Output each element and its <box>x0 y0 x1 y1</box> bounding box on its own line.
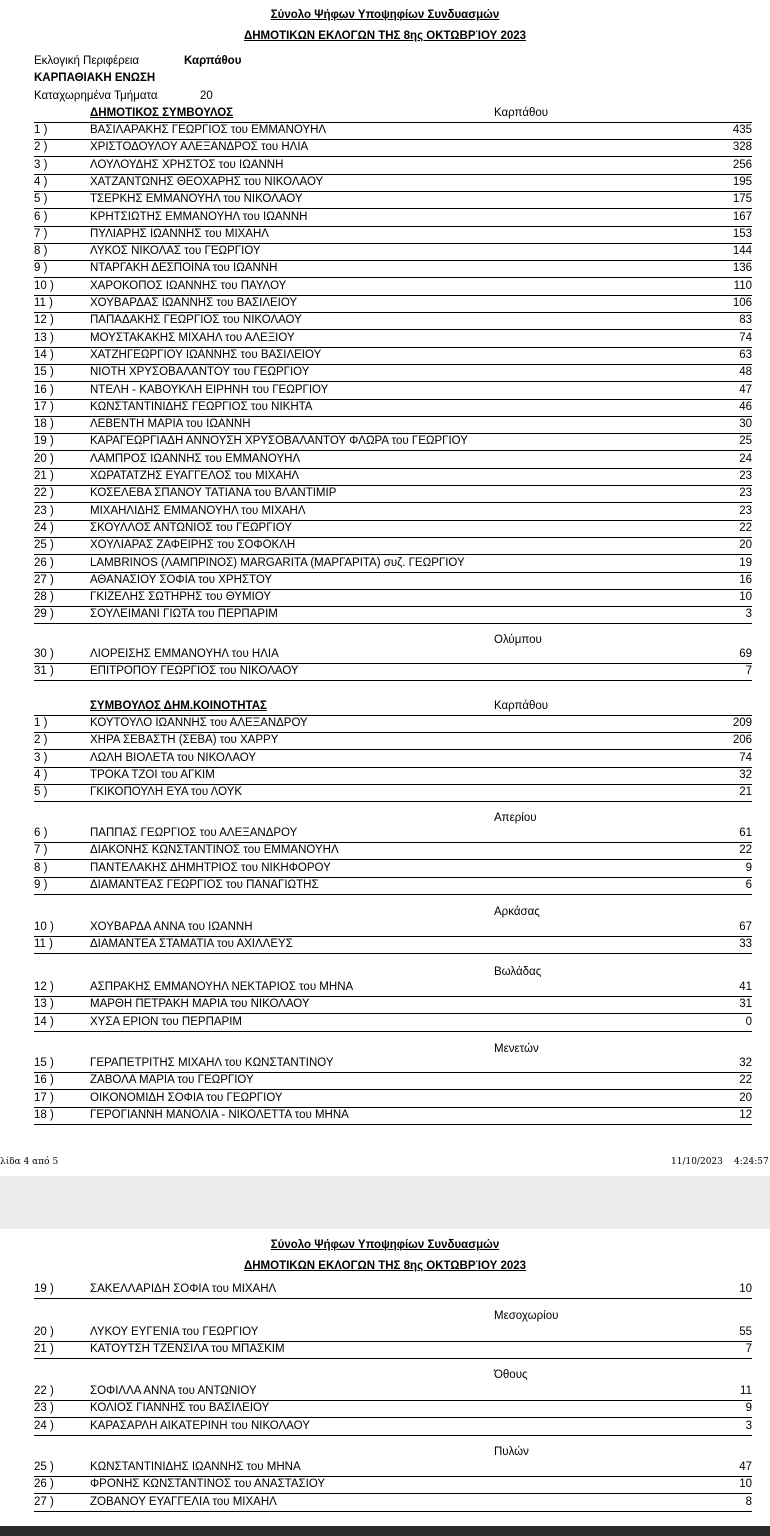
vote-count: 9 <box>745 861 752 874</box>
candidate-name: ΚΟΣΕΛΕΒΑ ΣΠΑΝΟΥ ΤΑΤΙΑΝΑ του ΒΛΑΝΤΙΜΙΡ <box>90 487 337 500</box>
table-row <box>34 664 752 681</box>
page-gap <box>0 1176 770 1229</box>
vote-count: 55 <box>739 1326 752 1338</box>
row-number: 6 ) <box>34 827 48 839</box>
vote-count: 256 <box>732 158 752 171</box>
table-row <box>34 365 752 382</box>
table-row <box>34 1495 752 1512</box>
table-row <box>34 1401 752 1418</box>
vote-count: 22 <box>739 1074 752 1087</box>
vote-count: 3 <box>745 1419 752 1432</box>
row-number: 30 ) <box>34 648 54 660</box>
row-number: 15 ) <box>34 1057 54 1069</box>
vote-count: 209 <box>732 717 752 729</box>
vote-count: 69 <box>739 648 752 660</box>
table-row <box>34 486 752 503</box>
doc-title: Σύνολο Ψήφων Υποψηφίων Συνδυασμών <box>270 9 500 21</box>
table-row <box>34 210 752 227</box>
row-number: 12 ) <box>34 981 54 993</box>
row-number: 9 ) <box>34 262 48 275</box>
table-row <box>34 1342 752 1359</box>
candidate-name: ΣΑΚΕΛΛΑΡΙΔΗ ΣΟΦΙΑ του ΜΙΧΑΗΛ <box>90 1283 277 1295</box>
vote-count: 21 <box>739 786 752 799</box>
candidate-name: ΠΑΠΑΔΑΚΗΣ ΓΕΩΡΓΙΟΣ του ΝΙΚΟΛΑΟΥ <box>90 314 302 327</box>
row-number: 24 ) <box>34 521 54 534</box>
row-number: 5 ) <box>34 786 48 799</box>
doc-title-page2: Σύνολο Ψήφων Υποψηφίων Συνδυασμών <box>270 1239 500 1251</box>
vote-count: 31 <box>739 998 752 1011</box>
bottom-edge <box>0 1526 770 1536</box>
vote-count: 0 <box>745 1015 752 1028</box>
location-mesochori: Μεσοχωρίου <box>494 1310 559 1322</box>
location-aperi: Απερίου <box>494 812 537 824</box>
candidate-name: ΛΟΥΛΟΥΔΗΣ ΧΡΗΣΤΟΣ του ΙΩΑΝΝΗ <box>90 158 284 171</box>
candidate-name: ΔΙΑΜΑΝΤΕΑΣ ΓΕΩΡΓΙΟΣ του ΠΑΝΑΓΙΩΤΗΣ <box>90 878 319 891</box>
table-row <box>34 843 752 860</box>
row-number: 14 ) <box>34 1015 54 1028</box>
candidate-name: ΓΕΡΟΓΙΑΝΝΗ ΜΑΝΟΛΙΑ - ΝΙΚΟΛΕΤΤΑ του ΜΗΝΑ <box>90 1108 349 1121</box>
candidate-name: ΤΡΟΚΑ ΤΖΟΙ του ΑΓΚΙΜ <box>90 768 215 781</box>
candidate-name: ΔΙΑΚΟΝΗΣ ΚΩΝΣΤΑΝΤΙΝΟΣ του ΕΜΜΑΝΟΥΗΛ <box>90 844 339 857</box>
row-number: 12 ) <box>34 314 54 327</box>
location-menetes: Μενετών <box>494 1043 539 1055</box>
candidate-name: ΚΑΡΑΣΑΡΛΗ ΑΙΚΑΤΕΡΙΝΗ του ΝΙΚΟΛΑΟΥ <box>90 1419 310 1432</box>
candidate-name: ΤΣΕΡΚΗΣ ΕΜΜΑΝΟΥΗΛ του ΝΙΚΟΛΑΟΥ <box>90 193 303 206</box>
vote-count: 7 <box>745 665 752 678</box>
vote-count: 175 <box>732 193 752 206</box>
row-number: 22 ) <box>34 1385 54 1397</box>
vote-count: 48 <box>739 366 752 379</box>
community-header-location: Καρπάθου <box>494 700 549 712</box>
vote-count: 33 <box>739 938 752 951</box>
table-row <box>34 980 752 997</box>
candidate-name: ΛΥΚΟΥ ΕΥΓΕΝΙΑ του ΓΕΩΡΓΙΟΥ <box>90 1326 259 1338</box>
vote-count: 435 <box>732 124 752 136</box>
candidate-name: ΛΩΛΗ ΒΙΟΛΕΤΑ του ΝΙΚΟΛΑΟΥ <box>90 751 256 764</box>
location-pyles: Πυλών <box>494 1446 529 1458</box>
table-row <box>34 123 752 140</box>
table-row <box>34 244 752 261</box>
row-number: 23 ) <box>34 1402 54 1415</box>
location-arkasa: Αρκάσας <box>494 906 540 918</box>
table-row <box>34 313 752 330</box>
table-row <box>34 383 752 400</box>
region-label: Εκλογική Περιφέρεια <box>34 55 140 67</box>
vote-count: 7 <box>745 1343 752 1356</box>
row-number: 1 ) <box>34 124 48 136</box>
table-row <box>34 192 752 209</box>
row-number: 21 ) <box>34 1343 54 1356</box>
table-row <box>34 768 752 785</box>
vote-count: 25 <box>739 435 752 448</box>
table-row <box>34 647 752 664</box>
vote-count: 6 <box>745 878 752 891</box>
vote-count: 9 <box>745 1402 752 1415</box>
vote-count: 106 <box>732 297 752 309</box>
table-row <box>34 878 752 895</box>
candidate-name: ΚΡΗΤΣΙΩΤΗΣ ΕΜΜΑΝΟΥΗΛ του ΙΩΑΝΝΗ <box>90 210 308 223</box>
candidate-name: ΛΙΟΡΕΙΣΗΣ ΕΜΜΑΝΟΥΗΛ του ΗΛΙΑ <box>90 648 279 660</box>
page-footer-number: λίδα 4 από 5 <box>0 1157 59 1167</box>
row-number: 25 ) <box>34 1461 54 1473</box>
table-row <box>34 1282 752 1299</box>
row-number: 4 ) <box>34 175 48 188</box>
vote-count: 136 <box>732 262 752 275</box>
vote-count: 10 <box>739 591 752 604</box>
vote-count: 23 <box>739 470 752 482</box>
row-number: 27 ) <box>34 1495 54 1508</box>
candidate-name: ΓΚΙΚΟΠΟΥΛΗ ΕΥΑ του ΛΟΥΚ <box>90 786 243 799</box>
table-row <box>34 1477 752 1494</box>
vote-count: 83 <box>739 314 752 327</box>
location-olympos: Ολύμπου <box>494 634 542 646</box>
table-row <box>34 1015 752 1032</box>
region-value: Καρπάθου <box>184 55 242 67</box>
table-row <box>34 1460 752 1477</box>
table-row <box>34 861 752 878</box>
candidate-name: LAMBRINOS (ΛΑΜΠΡΙΝΟΣ) MARGARITA (ΜΑΡΓΑΡΙΤΑ) συζ. ΓΕΩΡΓΙΟΥ <box>90 556 465 569</box>
candidate-name: ΖΑΒΟΛΑ ΜΑΡΙΑ του ΓΕΩΡΓΙΟΥ <box>90 1074 254 1087</box>
vote-count: 23 <box>739 487 752 500</box>
row-number: 10 ) <box>34 279 54 292</box>
sections-value: 20 <box>200 90 213 102</box>
row-number: 19 ) <box>34 1283 54 1295</box>
candidate-name: ΧΗΡΑ ΣΕΒΑΣΤΗ (ΣΕΒΑ) του ΧΑΡΡΥ <box>90 734 279 747</box>
vote-count: 22 <box>739 521 752 534</box>
vote-count: 153 <box>732 227 752 240</box>
vote-count: 3 <box>745 608 752 621</box>
row-number: 22 ) <box>34 487 54 500</box>
candidate-name: ΚΩΝΣΤΑΝΤΙΝΙΔΗΣ ΙΩΑΝΝΗΣ του ΜΗΝΑ <box>90 1461 301 1473</box>
row-number: 2 ) <box>34 734 48 747</box>
table-row <box>34 452 752 469</box>
row-number: 17 ) <box>34 400 54 413</box>
table-row <box>34 1384 752 1401</box>
row-number: 17 ) <box>34 1091 54 1104</box>
table-row <box>34 733 752 750</box>
table-row <box>34 1419 752 1436</box>
candidate-name: ΜΑΡΘΗ ΠΕΤΡΑΚΗ ΜΑΡΙΑ του ΝΙΚΟΛΑΟΥ <box>90 998 310 1011</box>
vote-count: 195 <box>732 175 752 188</box>
sections-label: Καταχωρημένα Τμήματα <box>34 90 158 102</box>
row-number: 20 ) <box>34 452 54 465</box>
candidate-name: ΑΘΑΝΑΣΙΟΥ ΣΟΦΙΑ του ΧΡΗΣΤΟΥ <box>90 573 273 586</box>
candidate-name: ΧΟΥΒΑΡΔΑ ΑΝΝΑ του ΙΩΑΝΝΗ <box>90 921 253 933</box>
table-row <box>34 331 752 348</box>
candidate-name: ΕΠΙΤΡΟΠΟΥ ΓΕΩΡΓΙΟΣ του ΝΙΚΟΛΑΟΥ <box>90 665 299 678</box>
table-row <box>34 417 752 434</box>
row-number: 13 ) <box>34 331 54 344</box>
vote-count: 63 <box>739 348 752 361</box>
table-row <box>34 607 752 624</box>
candidate-name: ΠΥΛΙΑΡΗΣ ΙΩΑΝΝΗΣ του ΜΙΧΑΗΛ <box>90 227 269 240</box>
vote-count: 41 <box>739 981 752 993</box>
row-number: 1 ) <box>34 717 48 729</box>
location-othos: Όθους <box>494 1369 528 1381</box>
table-row <box>34 1056 752 1073</box>
vote-count: 61 <box>739 827 752 839</box>
row-number: 9 ) <box>34 878 48 891</box>
row-number: 31 ) <box>34 665 54 678</box>
row-number: 26 ) <box>34 1478 54 1491</box>
table-row <box>34 504 752 521</box>
row-number: 3 ) <box>34 751 48 764</box>
table-row <box>34 1108 752 1125</box>
party-name: ΚΑΡΠΑΘΙΑΚΗ ΕΝΩΣΗ <box>34 72 156 84</box>
row-number: 23 ) <box>34 504 54 517</box>
row-number: 7 ) <box>34 844 48 857</box>
table-row <box>34 296 752 313</box>
table-row <box>34 400 752 417</box>
table-row <box>34 158 752 175</box>
vote-count: 74 <box>739 331 752 344</box>
vote-count: 23 <box>739 504 752 517</box>
table-row <box>34 826 752 843</box>
candidate-name: ΧΩΡΑΤΑΤΖΗΣ ΕΥΑΓΓΕΛΟΣ του ΜΙΧΑΗΛ <box>90 470 300 482</box>
community-section-header <box>34 699 752 716</box>
row-number: 3 ) <box>34 158 48 171</box>
vote-count: 24 <box>739 452 752 465</box>
vote-count: 144 <box>732 245 752 258</box>
table-row <box>34 279 752 296</box>
candidate-name: ΝΙΟΤΗ ΧΡΥΣΟΒΑΛΑΝΤΟΥ του ΓΕΩΡΓΙΟΥ <box>90 366 310 379</box>
table-row <box>34 716 752 733</box>
row-number: 25 ) <box>34 539 54 552</box>
candidate-name: ΧΡΙΣΤΟΔΟΥΛΟΥ ΑΛΕΞΑΝΔΡΟΣ του ΗΛΙΑ <box>90 141 309 154</box>
table-row <box>34 521 752 538</box>
table-row <box>34 1073 752 1090</box>
row-number: 7 ) <box>34 227 48 240</box>
table-row <box>34 538 752 555</box>
row-number: 2 ) <box>34 141 48 154</box>
candidate-name: ΛΕΒΕΝΤΗ ΜΑΡΙΑ του ΙΩΑΝΝΗ <box>90 418 251 431</box>
row-number: 13 ) <box>34 998 54 1011</box>
candidate-name: ΧΑΤΖΗΓΕΩΡΓΙΟΥ ΙΩΑΝΝΗΣ του ΒΑΣΙΛΕΙΟΥ <box>90 348 322 361</box>
row-number: 21 ) <box>34 470 54 482</box>
candidate-name: ΧΟΥΒΑΡΔΑΣ ΙΩΑΝΝΗΣ του ΒΑΣΙΛΕΙΟΥ <box>90 297 298 309</box>
row-number: 8 ) <box>34 245 48 258</box>
table-row <box>34 920 752 937</box>
document-page-2 <box>0 1229 770 1526</box>
community-header-title: ΣΥΜΒΟΥΛΟΣ ΔΗΜ.ΚΟΙΝΟΤΗΤΑΣ <box>90 700 267 712</box>
candidate-name: ΒΑΣΙΛΑΡΑΚΗΣ ΓΕΩΡΓΙΟΣ του ΕΜΜΑΝΟΥΗΛ <box>90 124 327 136</box>
vote-count: 32 <box>739 1057 752 1069</box>
candidate-name: ΣΟΥΛΕΙΜΑΝΙ ΓΙΩΤΑ του ΠΕΡΠΑΡΙΜ <box>90 608 278 621</box>
vote-count: 32 <box>739 768 752 781</box>
candidate-name: ΚΑΡΑΓΕΩΡΓΙΑΔΗ ΑΝΝΟΥΣΗ ΧΡΥΣΟΒΑΛΑΝΤΟΥ ΦΛΩΡΑ του ΓΕΩΡΓΙΟΥ <box>90 435 468 448</box>
candidate-name: ΚΟΥΤΟΥΛΟ ΙΩΑΝΝΗΣ του ΑΛΕΞΑΝΔΡΟΥ <box>90 717 308 729</box>
vote-count: 30 <box>739 418 752 431</box>
vote-count: 67 <box>739 921 752 933</box>
row-number: 27 ) <box>34 573 54 586</box>
row-number: 16 ) <box>34 1074 54 1087</box>
row-number: 28 ) <box>34 591 54 604</box>
table-row <box>34 1325 752 1342</box>
table-row <box>34 785 752 802</box>
table-row <box>34 175 752 192</box>
candidate-name: ΟΙΚΟΝΟΜΙΔΗ ΣΟΦΙΑ του ΓΕΩΡΓΙΟΥ <box>90 1091 283 1104</box>
doc-subtitle-page2: ΔΗΜΟΤΙΚΩΝ ΕΚΛΟΓΩΝ ΤΗΣ 8ης ΟΚΤΩΒΡΊΟΥ 2023 <box>243 1260 527 1272</box>
candidate-name: ΜΟΥΣΤΑΚΑΚΗΣ ΜΙΧΑΗΛ του ΑΛΕΞΙΟΥ <box>90 331 295 344</box>
candidate-name: ΖΟΒΑΝΟΥ ΕΥΑΓΓΕΛΙΑ του ΜΙΧΑΗΛ <box>90 1495 277 1508</box>
table-row <box>34 1091 752 1108</box>
vote-count: 47 <box>739 383 752 396</box>
row-number: 29 ) <box>34 608 54 621</box>
table-row <box>34 434 752 451</box>
row-number: 18 ) <box>34 418 54 431</box>
candidate-name: ΝΤΑΡΓΑΚΗ ΔΕΣΠΟΙΝΑ του ΙΩΑΝΝΗ <box>90 262 278 275</box>
candidate-name: ΠΑΝΤΕΛΑΚΗΣ ΔΗΜΗΤΡΙΟΣ του ΝΙΚΗΦΟΡΟΥ <box>90 861 331 874</box>
page-footer-date: 11/10/2023 <box>671 1157 723 1167</box>
row-number: 4 ) <box>34 768 48 781</box>
candidate-name: ΠΑΠΠΑΣ ΓΕΩΡΓΙΟΣ του ΑΛΕΞΑΝΔΡΟΥ <box>90 827 298 839</box>
table-row <box>34 227 752 244</box>
doc-subtitle: ΔΗΜΟΤΙΚΩΝ ΕΚΛΟΓΩΝ ΤΗΣ 8ης ΟΚΤΩΒΡΊΟΥ 2023 <box>243 30 527 42</box>
candidate-name: ΧΥΣΑ ΕΡΙΟΝ του ΠΕΡΠΑΡΙΜ <box>90 1015 242 1028</box>
row-number: 24 ) <box>34 1419 54 1432</box>
location-volada: Βωλάδας <box>494 966 542 978</box>
candidate-name: ΦΡΟΝΗΣ ΚΩΝΣΤΑΝΤΙΝΟΣ του ΑΝΑΣΤΑΣΙΟΥ <box>90 1478 326 1491</box>
candidate-name: ΓΕΡΑΠΕΤΡΙΤΗΣ ΜΙΧΑΗΛ του ΚΩΝΣΤΑΝΤΙΝΟΥ <box>90 1057 334 1069</box>
vote-count: 10 <box>739 1478 752 1491</box>
vote-count: 328 <box>732 141 752 154</box>
vote-count: 10 <box>739 1283 752 1295</box>
candidate-name: ΣΟΦΙΛΛΑ ΑΝΝΑ του ΑΝΤΩΝΙΟΥ <box>90 1385 257 1397</box>
table-row <box>34 348 752 365</box>
row-number: 15 ) <box>34 366 54 379</box>
vote-count: 47 <box>739 1461 752 1473</box>
row-number: 18 ) <box>34 1108 54 1121</box>
row-number: 26 ) <box>34 556 54 569</box>
vote-count: 110 <box>733 279 752 292</box>
vote-count: 12 <box>739 1108 752 1121</box>
candidate-name: ΚΑΤΟΥΤΣΗ ΤΖΕΝΣΙΛΑ του ΜΠΑΣΚΙΜ <box>90 1343 285 1356</box>
row-number: 11 ) <box>34 297 53 309</box>
vote-count: 22 <box>739 844 752 857</box>
vote-count: 74 <box>739 751 752 764</box>
vote-count: 19 <box>739 556 752 569</box>
row-number: 6 ) <box>34 210 48 223</box>
candidate-name: ΔΙΑΜΑΝΤΕΑ ΣΤΑΜΑΤΙΑ του ΑΧΙΛΛΕΥΣ <box>90 938 293 951</box>
candidate-name: ΓΚΙΖΕΛΗΣ ΣΩΤΗΡΗΣ του ΘΥΜΙΟΥ <box>90 591 272 604</box>
council-header-location: Καρπάθου <box>494 107 549 119</box>
row-number: 20 ) <box>34 1326 54 1338</box>
table-row <box>34 573 752 590</box>
table-row <box>34 261 752 278</box>
page-footer-time: 4:24:57 <box>734 1157 769 1167</box>
row-number: 10 ) <box>34 921 54 933</box>
table-row <box>34 997 752 1014</box>
council-header-title: ΔΗΜΟΤΙΚΟΣ ΣΥΜΒΟΥΛΟΣ <box>90 107 234 119</box>
row-number: 5 ) <box>34 193 48 206</box>
vote-count: 16 <box>739 573 752 586</box>
table-row <box>34 751 752 768</box>
row-number: 16 ) <box>34 383 54 396</box>
table-row <box>34 556 752 573</box>
vote-count: 20 <box>739 539 752 552</box>
vote-count: 206 <box>732 734 752 747</box>
candidate-name: ΛΥΚΟΣ ΝΙΚΟΛΑΣ του ΓΕΩΡΓΙΟΥ <box>90 245 261 258</box>
table-row <box>34 937 752 954</box>
candidate-name: ΑΣΠΡΑΚΗΣ ΕΜΜΑΝΟΥΗΛ ΝΕΚΤΑΡΙΟΣ του ΜΗΝΑ <box>90 981 354 993</box>
row-number: 11 ) <box>34 938 53 951</box>
council-section-header <box>34 106 752 123</box>
row-number: 14 ) <box>34 348 54 361</box>
candidate-name: ΧΟΥΛΙΑΡΑΣ ΖΑΦΕΙΡΗΣ του ΣΟΦΟΚΛΗ <box>90 539 296 552</box>
candidate-name: ΛΑΜΠΡΟΣ ΙΩΑΝΝΗΣ του ΕΜΜΑΝΟΥΗΛ <box>90 452 301 465</box>
vote-count: 167 <box>732 210 752 223</box>
table-row <box>34 590 752 607</box>
candidate-name: ΧΑΡΟΚΟΠΟΣ ΙΩΑΝΝΗΣ του ΠΑΥΛΟΥ <box>90 279 287 292</box>
vote-count: 20 <box>739 1091 752 1104</box>
vote-count: 11 <box>740 1385 752 1397</box>
row-number: 8 ) <box>34 861 48 874</box>
candidate-name: ΝΤΕΛΗ - ΚΑΒΟΥΚΛΗ ΕΙΡΗΝΗ του ΓΕΩΡΓΙΟΥ <box>90 383 329 396</box>
vote-count: 46 <box>739 400 752 413</box>
candidate-name: ΜΙΧΑΗΛΙΔΗΣ ΕΜΜΑΝΟΥΗΛ του ΜΙΧΑΗΛ <box>90 504 306 517</box>
vote-count: 8 <box>745 1495 752 1508</box>
candidate-name: ΚΟΛΙΟΣ ΓΙΑΝΝΗΣ του ΒΑΣΙΛΕΙΟΥ <box>90 1402 270 1415</box>
candidate-name: ΚΩΝΣΤΑΝΤΙΝΙΔΗΣ ΓΕΩΡΓΙΟΣ του ΝΙΚΗΤΑ <box>90 400 313 413</box>
candidate-name: ΧΑΤΖΑΝΤΩΝΗΣ ΘΕΟΧΑΡΗΣ του ΝΙΚΟΛΑΟΥ <box>90 175 324 188</box>
candidate-name: ΣΚΟΥΛΛΟΣ ΑΝΤΩΝΙΟΣ του ΓΕΩΡΓΙΟΥ <box>90 521 292 534</box>
row-number: 19 ) <box>34 435 54 448</box>
table-row <box>34 140 752 157</box>
table-row <box>34 469 752 486</box>
